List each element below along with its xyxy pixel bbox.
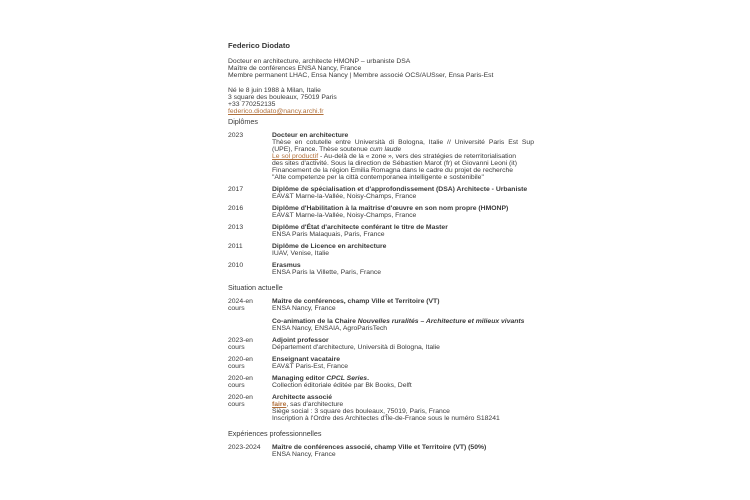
text-segment: (UPE), France. Thèse soutenue bbox=[272, 146, 370, 153]
text-line bbox=[228, 262, 272, 269]
entry-date bbox=[228, 394, 272, 422]
text-segment: 2020-en bbox=[228, 394, 253, 401]
text-segment: cum laude bbox=[369, 146, 402, 153]
entry-block bbox=[272, 298, 534, 312]
text-line bbox=[272, 243, 534, 250]
text-line bbox=[272, 139, 534, 146]
entry-block bbox=[272, 444, 534, 458]
entry-body bbox=[272, 444, 534, 458]
section-heading: Situation actuelle bbox=[228, 283, 283, 292]
entry-date bbox=[228, 132, 272, 181]
text-segment: ENSA Paris la Villette, Paris, France bbox=[272, 269, 382, 276]
cv-entry bbox=[228, 356, 534, 370]
entry-block bbox=[272, 318, 534, 332]
text-segment: Enseignant vacataire bbox=[272, 356, 340, 363]
text-segment: 2011 bbox=[228, 243, 243, 250]
cv-entry bbox=[228, 375, 534, 389]
entry-body bbox=[272, 337, 534, 351]
email-link[interactable]: federico.diodato@nancy.archi.fr bbox=[228, 108, 324, 115]
text-segment: cours bbox=[228, 363, 245, 370]
text-segment: 2013 bbox=[228, 224, 244, 231]
text-line bbox=[228, 108, 534, 115]
text-line bbox=[228, 344, 272, 351]
text-segment: ENSA Nancy, ENSAIA, AgroParisTech bbox=[272, 325, 388, 332]
text-line bbox=[228, 94, 534, 101]
text-line bbox=[228, 224, 272, 231]
text-segment: Financement de la région Emilia Romagna dans le cadre du projet de recherche bbox=[272, 167, 514, 174]
text-line bbox=[272, 375, 534, 382]
text-line bbox=[272, 146, 534, 153]
text-segment: Collection éditoriale éditée par Bk Books, Delft bbox=[272, 382, 412, 389]
text-segment: 2020-en bbox=[228, 375, 253, 382]
text-line bbox=[272, 167, 534, 174]
text-line bbox=[272, 444, 534, 451]
text-line bbox=[228, 205, 272, 212]
text-line bbox=[272, 205, 534, 212]
text-segment: Adjoint professor bbox=[272, 337, 329, 344]
section-0 bbox=[228, 118, 534, 276]
text-line bbox=[228, 375, 272, 382]
text-segment: . bbox=[367, 375, 369, 382]
text-segment: Managing editor bbox=[272, 375, 327, 382]
text-line bbox=[272, 408, 534, 415]
entry-date bbox=[228, 224, 272, 238]
text-line bbox=[272, 344, 534, 351]
text-line bbox=[272, 250, 534, 257]
faire-link[interactable]: faire bbox=[272, 401, 287, 408]
cv-entry bbox=[228, 262, 534, 276]
cv-entry bbox=[228, 243, 534, 257]
entry-date bbox=[228, 186, 272, 200]
contact-block bbox=[228, 87, 534, 115]
cv-entry bbox=[228, 394, 534, 422]
cv-entry bbox=[228, 444, 534, 458]
text-segment: Maître de conférences ENSA Nancy, France bbox=[228, 65, 362, 72]
text-line bbox=[228, 356, 272, 363]
text-segment: ENSA Nancy, France bbox=[272, 305, 336, 312]
text-segment: Maître de conférences, champ Ville et Territoire (VT) bbox=[272, 298, 440, 305]
entry-date bbox=[228, 375, 272, 389]
entry-body bbox=[272, 375, 534, 389]
text-segment: EAV&T Marne-la-Vallée, Noisy-Champs, France bbox=[272, 212, 417, 219]
entry-body bbox=[272, 298, 534, 332]
entry-block bbox=[272, 337, 534, 351]
text-segment: Nouvelles ruralités – Architecture et milieux vivants bbox=[357, 318, 525, 325]
entry-block bbox=[272, 356, 534, 370]
section-heading: Expériences professionnelles bbox=[228, 429, 322, 438]
entry-date bbox=[228, 356, 272, 370]
text-segment: 2023-en bbox=[228, 337, 253, 344]
text-segment: Diplôme d'État d'architecte conférant le titre de Master bbox=[272, 224, 448, 231]
entry-block bbox=[272, 224, 534, 238]
text-line bbox=[228, 87, 534, 94]
entry-body bbox=[272, 394, 534, 422]
text-line bbox=[272, 325, 534, 332]
cv-entry bbox=[228, 132, 534, 181]
entry-block bbox=[272, 394, 534, 422]
text-line bbox=[272, 363, 534, 370]
text-segment: Département d'architecture, Università di Bologna, Italie bbox=[272, 344, 440, 351]
sections-container bbox=[228, 118, 534, 458]
entry-body bbox=[272, 132, 534, 181]
entry-block bbox=[272, 205, 534, 219]
text-segment: Né le 8 juin 1988 à Milan, Italie bbox=[228, 87, 321, 94]
text-line bbox=[272, 153, 534, 160]
text-line bbox=[272, 401, 534, 408]
entry-body bbox=[272, 205, 534, 219]
text-segment: Co-animation de la Chaire bbox=[272, 318, 358, 325]
section-2 bbox=[228, 430, 534, 458]
text-segment: ENSA Nancy, France bbox=[272, 451, 336, 458]
section-heading: Diplômes bbox=[228, 117, 258, 126]
text-line bbox=[272, 415, 534, 422]
cv-entry bbox=[228, 186, 534, 200]
text-line bbox=[272, 193, 534, 200]
entry-block bbox=[272, 132, 534, 181]
text-segment: Inscription à l'Ordre des Architectes d'Île-de-France sous le numéro S18241 bbox=[272, 415, 500, 422]
cv-entry bbox=[228, 298, 534, 332]
entry-date bbox=[228, 337, 272, 351]
entry-date bbox=[228, 444, 272, 458]
text-segment: Siège social : 3 square des bouleaux, 75019, Paris, France bbox=[272, 408, 450, 415]
text-line bbox=[272, 451, 534, 458]
text-segment: - Au-delà de la « zone », vers des stratégies de reterritorialisation bbox=[318, 153, 517, 160]
thesis-link[interactable]: Le sol productif bbox=[272, 153, 319, 160]
person-name: Federico Diodato bbox=[228, 41, 291, 50]
text-segment: Architecte associé bbox=[272, 394, 333, 401]
text-segment: Membre permanent LHAC, Ensa Nancy | Membre associé OCS/AUSser, Ensa Paris-Est bbox=[228, 72, 494, 79]
entry-body bbox=[272, 356, 534, 370]
text-line bbox=[228, 243, 272, 250]
entry-date bbox=[228, 243, 272, 257]
text-segment: "Alte competenze per la città contemporanea intelligente e sostenibile" bbox=[272, 174, 484, 181]
text-line bbox=[228, 382, 272, 389]
text-line bbox=[228, 337, 272, 344]
text-segment: EAV&T Paris-Est, France bbox=[272, 363, 349, 370]
entry-body bbox=[272, 224, 534, 238]
text-segment: Erasmus bbox=[272, 262, 301, 269]
entry-block bbox=[272, 375, 534, 389]
cv-entry bbox=[228, 224, 534, 238]
entry-body bbox=[272, 262, 534, 276]
text-line bbox=[272, 186, 534, 193]
text-segment: cours bbox=[228, 401, 245, 408]
text-line bbox=[272, 212, 534, 219]
text-segment: 2020-en bbox=[228, 356, 253, 363]
text-line bbox=[272, 231, 534, 238]
text-segment: Diplôme de Licence en architecture bbox=[272, 243, 387, 250]
text-segment: CPCL Series bbox=[326, 375, 368, 382]
entry-block bbox=[272, 186, 534, 200]
text-line bbox=[272, 356, 534, 363]
entry-date bbox=[228, 298, 272, 332]
text-line bbox=[228, 401, 272, 408]
text-segment: +33 770252135 bbox=[228, 101, 276, 108]
cv-entry bbox=[228, 205, 534, 219]
text-segment: Diplôme d'Habilitation à la maîtrise d'œuvre en son nom propre (HMONP) bbox=[272, 205, 509, 212]
text-segment: 3 square des bouleaux, 75019 Paris bbox=[228, 94, 337, 101]
entry-block bbox=[272, 243, 534, 257]
text-line bbox=[228, 444, 272, 451]
text-line bbox=[228, 58, 534, 65]
text-segment: 2016 bbox=[228, 205, 244, 212]
text-segment: 2010 bbox=[228, 262, 244, 269]
text-line bbox=[228, 72, 534, 79]
section-1 bbox=[228, 284, 534, 422]
text-segment: Thèse en cotutelle entre Università di Bologna, Italie // Université Paris Est Sup bbox=[272, 139, 534, 146]
cv-content bbox=[228, 42, 534, 463]
text-segment: Docteur en architecture, architecte HMONP – urbaniste DSA bbox=[228, 58, 411, 65]
text-line bbox=[272, 262, 534, 269]
text-segment: cours bbox=[228, 344, 245, 351]
text-segment: ENSA Paris Malaquais, Paris, France bbox=[272, 231, 385, 238]
text-line bbox=[228, 132, 272, 139]
entry-block bbox=[272, 262, 534, 276]
text-line bbox=[228, 186, 272, 193]
text-line bbox=[272, 174, 534, 181]
text-segment: 2023 bbox=[228, 132, 244, 139]
text-segment: EAV&T Marne-la-Vallée, Noisy-Champs, France bbox=[272, 193, 417, 200]
subtitle-block bbox=[228, 58, 534, 79]
text-segment: cours bbox=[228, 382, 245, 389]
text-line bbox=[228, 363, 272, 370]
text-segment: Diplôme de spécialisation et d'approfondissement (DSA) Architecte - Urbaniste bbox=[272, 186, 528, 193]
entry-date bbox=[228, 262, 272, 276]
text-line bbox=[272, 224, 534, 231]
entry-body bbox=[272, 243, 534, 257]
entry-body bbox=[272, 186, 534, 200]
text-segment: cours bbox=[228, 305, 245, 312]
text-line bbox=[272, 394, 534, 401]
text-line bbox=[228, 101, 534, 108]
text-line bbox=[272, 318, 534, 325]
text-line bbox=[272, 269, 534, 276]
text-line bbox=[228, 65, 534, 72]
text-line bbox=[272, 132, 534, 139]
text-line bbox=[272, 298, 534, 305]
text-line bbox=[228, 305, 272, 312]
text-segment: Docteur en architecture bbox=[272, 132, 349, 139]
text-line bbox=[272, 160, 534, 167]
text-line bbox=[228, 298, 272, 305]
text-segment: , sas d'architecture bbox=[286, 401, 344, 408]
text-line bbox=[272, 337, 534, 344]
text-segment: IUAV, Venise, Italie bbox=[272, 250, 330, 257]
text-line bbox=[228, 394, 272, 401]
text-segment: 2024-en bbox=[228, 298, 253, 305]
text-segment: 2017 bbox=[228, 186, 244, 193]
text-segment: des sites d'activité. Sous la direction de Sébastien Marot (fr) et Giovanni Leoni (it) bbox=[272, 160, 517, 167]
text-line bbox=[272, 305, 534, 312]
cv-entry bbox=[228, 337, 534, 351]
text-segment: 2023-2024 bbox=[228, 444, 261, 451]
text-segment: Maître de conférences associé, champ Ville et Territoire (VT) (50%) bbox=[272, 444, 487, 451]
entry-date bbox=[228, 205, 272, 219]
text-line bbox=[272, 382, 534, 389]
